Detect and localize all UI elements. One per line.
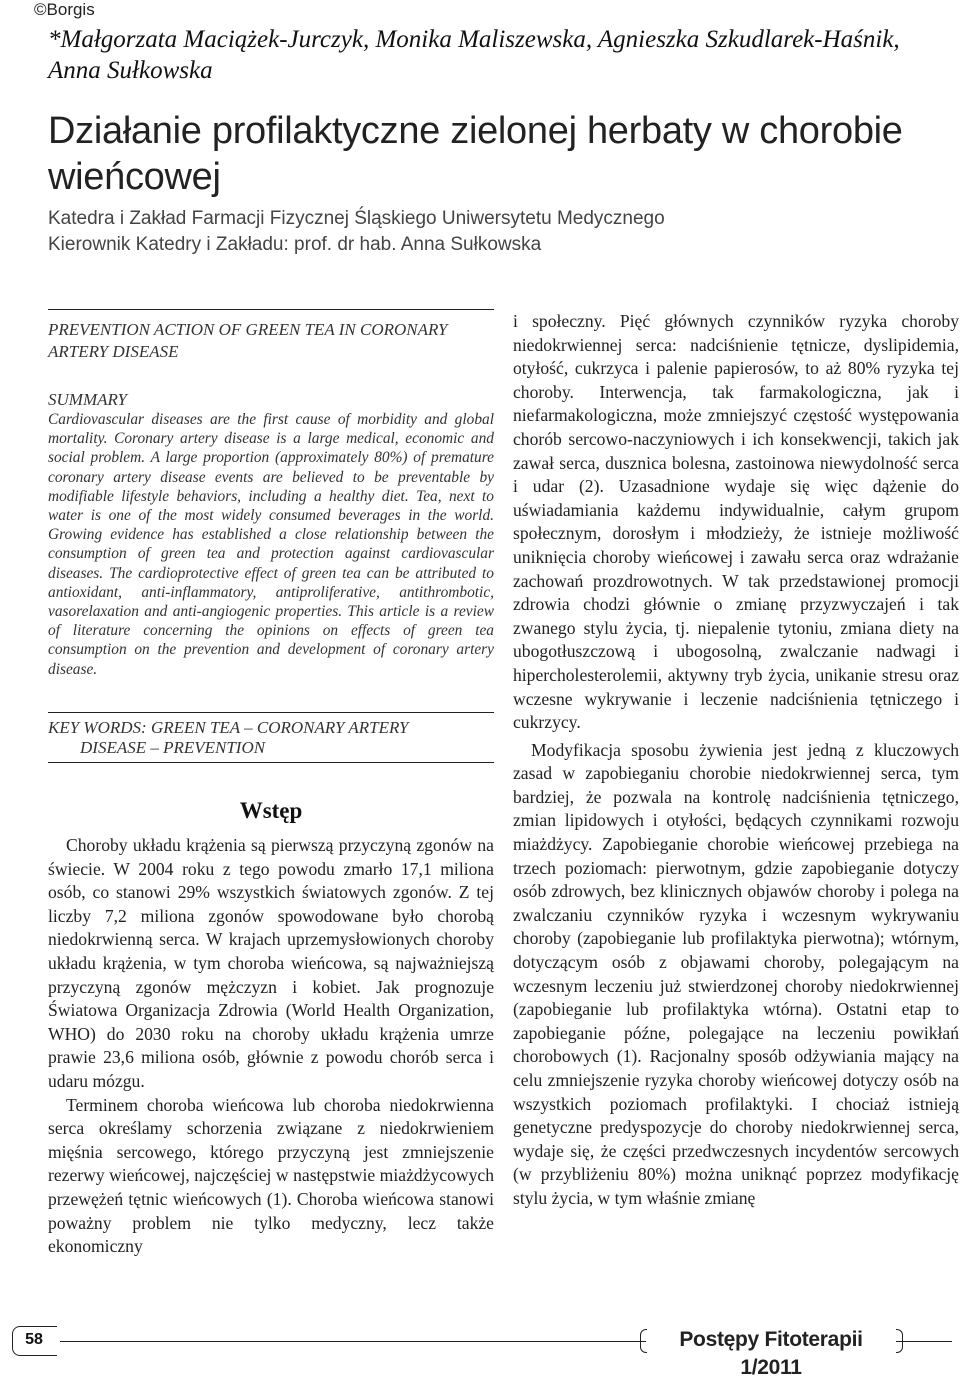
journal-bracket-left	[640, 1329, 647, 1353]
journal-bracket-right	[896, 1329, 903, 1353]
publisher-label: ©Borgis	[34, 0, 95, 19]
paragraph: i społeczny. Pięć głównych czynników ryzyka choroby niedokrwiennej serca: nadciśnienie tętnicze, dyslipidemia, otyłość, cukrzyca i palenie papierosów, to aż 80% ryzyka tej choroby. Interwencja, tak farmakologiczna, jak i niefarmakologiczna, może zmniejszyć częstość występowania chorób sercowo-naczyniowych i ich konsekwencji, takich jak zawał serca, dusznica bolesna, zastoinowa niewydolność serca i udar (2). Uzasadnione wydaje się więc dążenie do uświadamiania każdemu indywidualnie, całym grupom społecznym, dorosłym i młodzieży, że istnieje możliwość uniknięcia choroby wieńcowej i zawału serca oraz wdrażanie zachowań prozdrowotnych. W tak przedstawionej promocji zdrowia chodzi głównie o zmianę przyzwyczajeń i tak zwanego stylu życia, tj. niepalenie tytoniu, zmiana diety na ubogotłuszczową i ubogosolną, zwalczanie nadwagi i hipercholesterolemii, aktywny tryb życia, unikanie stresu oraz wczesne wykrywanie i leczenie nadciśnienia tętniczego i cukrzycy.	[513, 311, 959, 733]
affiliation-head: Kierownik Katedry i Zakładu: prof. dr hab. Anna Sułkowska	[48, 234, 542, 255]
keywords	[48, 718, 494, 758]
affiliation	[48, 206, 948, 258]
paragraph: Modyfikacja sposobu żywienia jest jedną z kluczowych zasad w zapobieganiu chorobie niedokrwiennej serca, tym bardziej, że pozwala na kontrolę nadciśnienia tętniczego, zmian lipidowych i otyłości, będących czynnikami rozwoju miażdżycy. Zapobieganie chorobie wieńcowej przebiega na trzech poziomach: pierwotnym, gdzie zapobieganie dotyczy osób zdrowych, bez klinicznych objawów choroby i polega na zwalczaniu czynników ryzyka i wczesnym wykrywaniu choroby (zapobieganie lub profilaktyka pierwotna); wtórnym, dotyczącym osób z objawami choroby, polegającym na wczesnym leczeniu już stwierdzonej choroby niedokrwiennej (zapobieganie lub profilaktyka wtórna). Ostatni etap to zapobieganie późne, polegające na leczeniu powikłań chorobowych (1). Racjonalny sposób odżywiania mający na celu zmniejszenie ryzyka choroby wieńcowej dotyczy osób na wszystkich poziomach profilaktyki. I chociaż istnieją genetyczne predyspozycje do choroby niedokrwiennej serca, wydaje się, że części przedwczesnych incydentów sercowych (w przybliżeniu 80%) można uniknąć poprzez modyfikację stylu życia, w tym właśnie zmianę	[513, 739, 959, 1208]
right-column	[513, 310, 959, 1211]
journal-name: Postępy Fitoterapii 1/2011	[646, 1326, 896, 1354]
keywords-top-rule	[48, 712, 494, 713]
keywords-line-2: DISEASE – PREVENTION	[80, 738, 266, 757]
article-title: Działanie profilaktyczne zielonej herbaty w chorobie wieńcowej	[48, 110, 903, 198]
paragraph: Terminem choroba wieńcowa lub choroba niedokrwienna serca określamy schorzenia związane z niedokrwieniem mięśnia sercowego, którego przyczyną jest zmniejszenie rezerwy wieńcowej, najczęściej w następstwie miażdżycowych przewężeń tętnic wieńcowych (1). Choroba wieńcowa stanowi poważny problem nie tylko medyczny, lecz także ekonomiczny	[48, 1094, 494, 1257]
abstract-top-rule	[48, 309, 494, 310]
english-title: PREVENTION ACTION OF GREEN TEA IN CORONARY ARTERY DISEASE	[48, 320, 448, 361]
abstract-text: Cardiovascular diseases are the first cause of morbidity and global mortality. Coronary artery disease is a large medical, economic and social problem. A large proportion (approximately 80%) of premature coronary artery disease events are believed to be preventable by modifiable lifestyle behaviors, including a healthy diet. Tea, next to water is one of the most widely consumed beverages in the world. Growing evidence has established a close relationship between the consumption of green tea and protection against cardiovascular diseases. The cardioprotective effect of green tea can be attributed to antioxidant, anti-inflammatory, antiproliferative, antithrombotic, vasorelaxation and anti-angiogenic properties. This article is a review of literature concerning the opinions on effects of green tea consumption on the prevention and development of coronary artery disease.	[48, 411, 494, 678]
page-number: 58	[25, 1331, 43, 1348]
paragraph: Choroby układu krążenia są pierwszą przyczyną zgonów na świecie. W 2004 roku z tego powodu zmarło 17,1 miliona osób, co stanowi 29% wszystkich światowych zgonów. Z tej liczby 7,2 miliona zgonów spowodowane było chorobą niedokrwienną serca. W krajach uprzemysłowionych choroby układu krążenia, w tym choroba wieńcowa, są najważniejszą przyczyną zgonów mężczyzn i kobiet. Jak prognozuje Światowa Organizacja Zdrowia (World Health Organization, WHO) do 2030 roku na choroby układu krążenia umrze prawie 23,6 miliona osób, głównie z powodu chorób serca i udaru mózgu.	[48, 835, 494, 1091]
affiliation-department: Katedra i Zakład Farmacji Fizycznej Śląskiego Uniwersytetu Medycznego	[48, 208, 665, 229]
left-column	[48, 834, 494, 1259]
keywords-line-1: KEY WORDS: GREEN TEA – CORONARY ARTERY	[48, 718, 409, 737]
section-heading: Wstęp	[239, 798, 303, 823]
authors: *Małgorzata Maciążek-Jurczyk, Monika Maliszewska, Agnieszka Szkudlarek-Haśnik, Anna Sułkowska	[48, 26, 900, 84]
summary-label: SUMMARY	[48, 390, 128, 409]
keywords-bottom-rule	[48, 762, 494, 763]
